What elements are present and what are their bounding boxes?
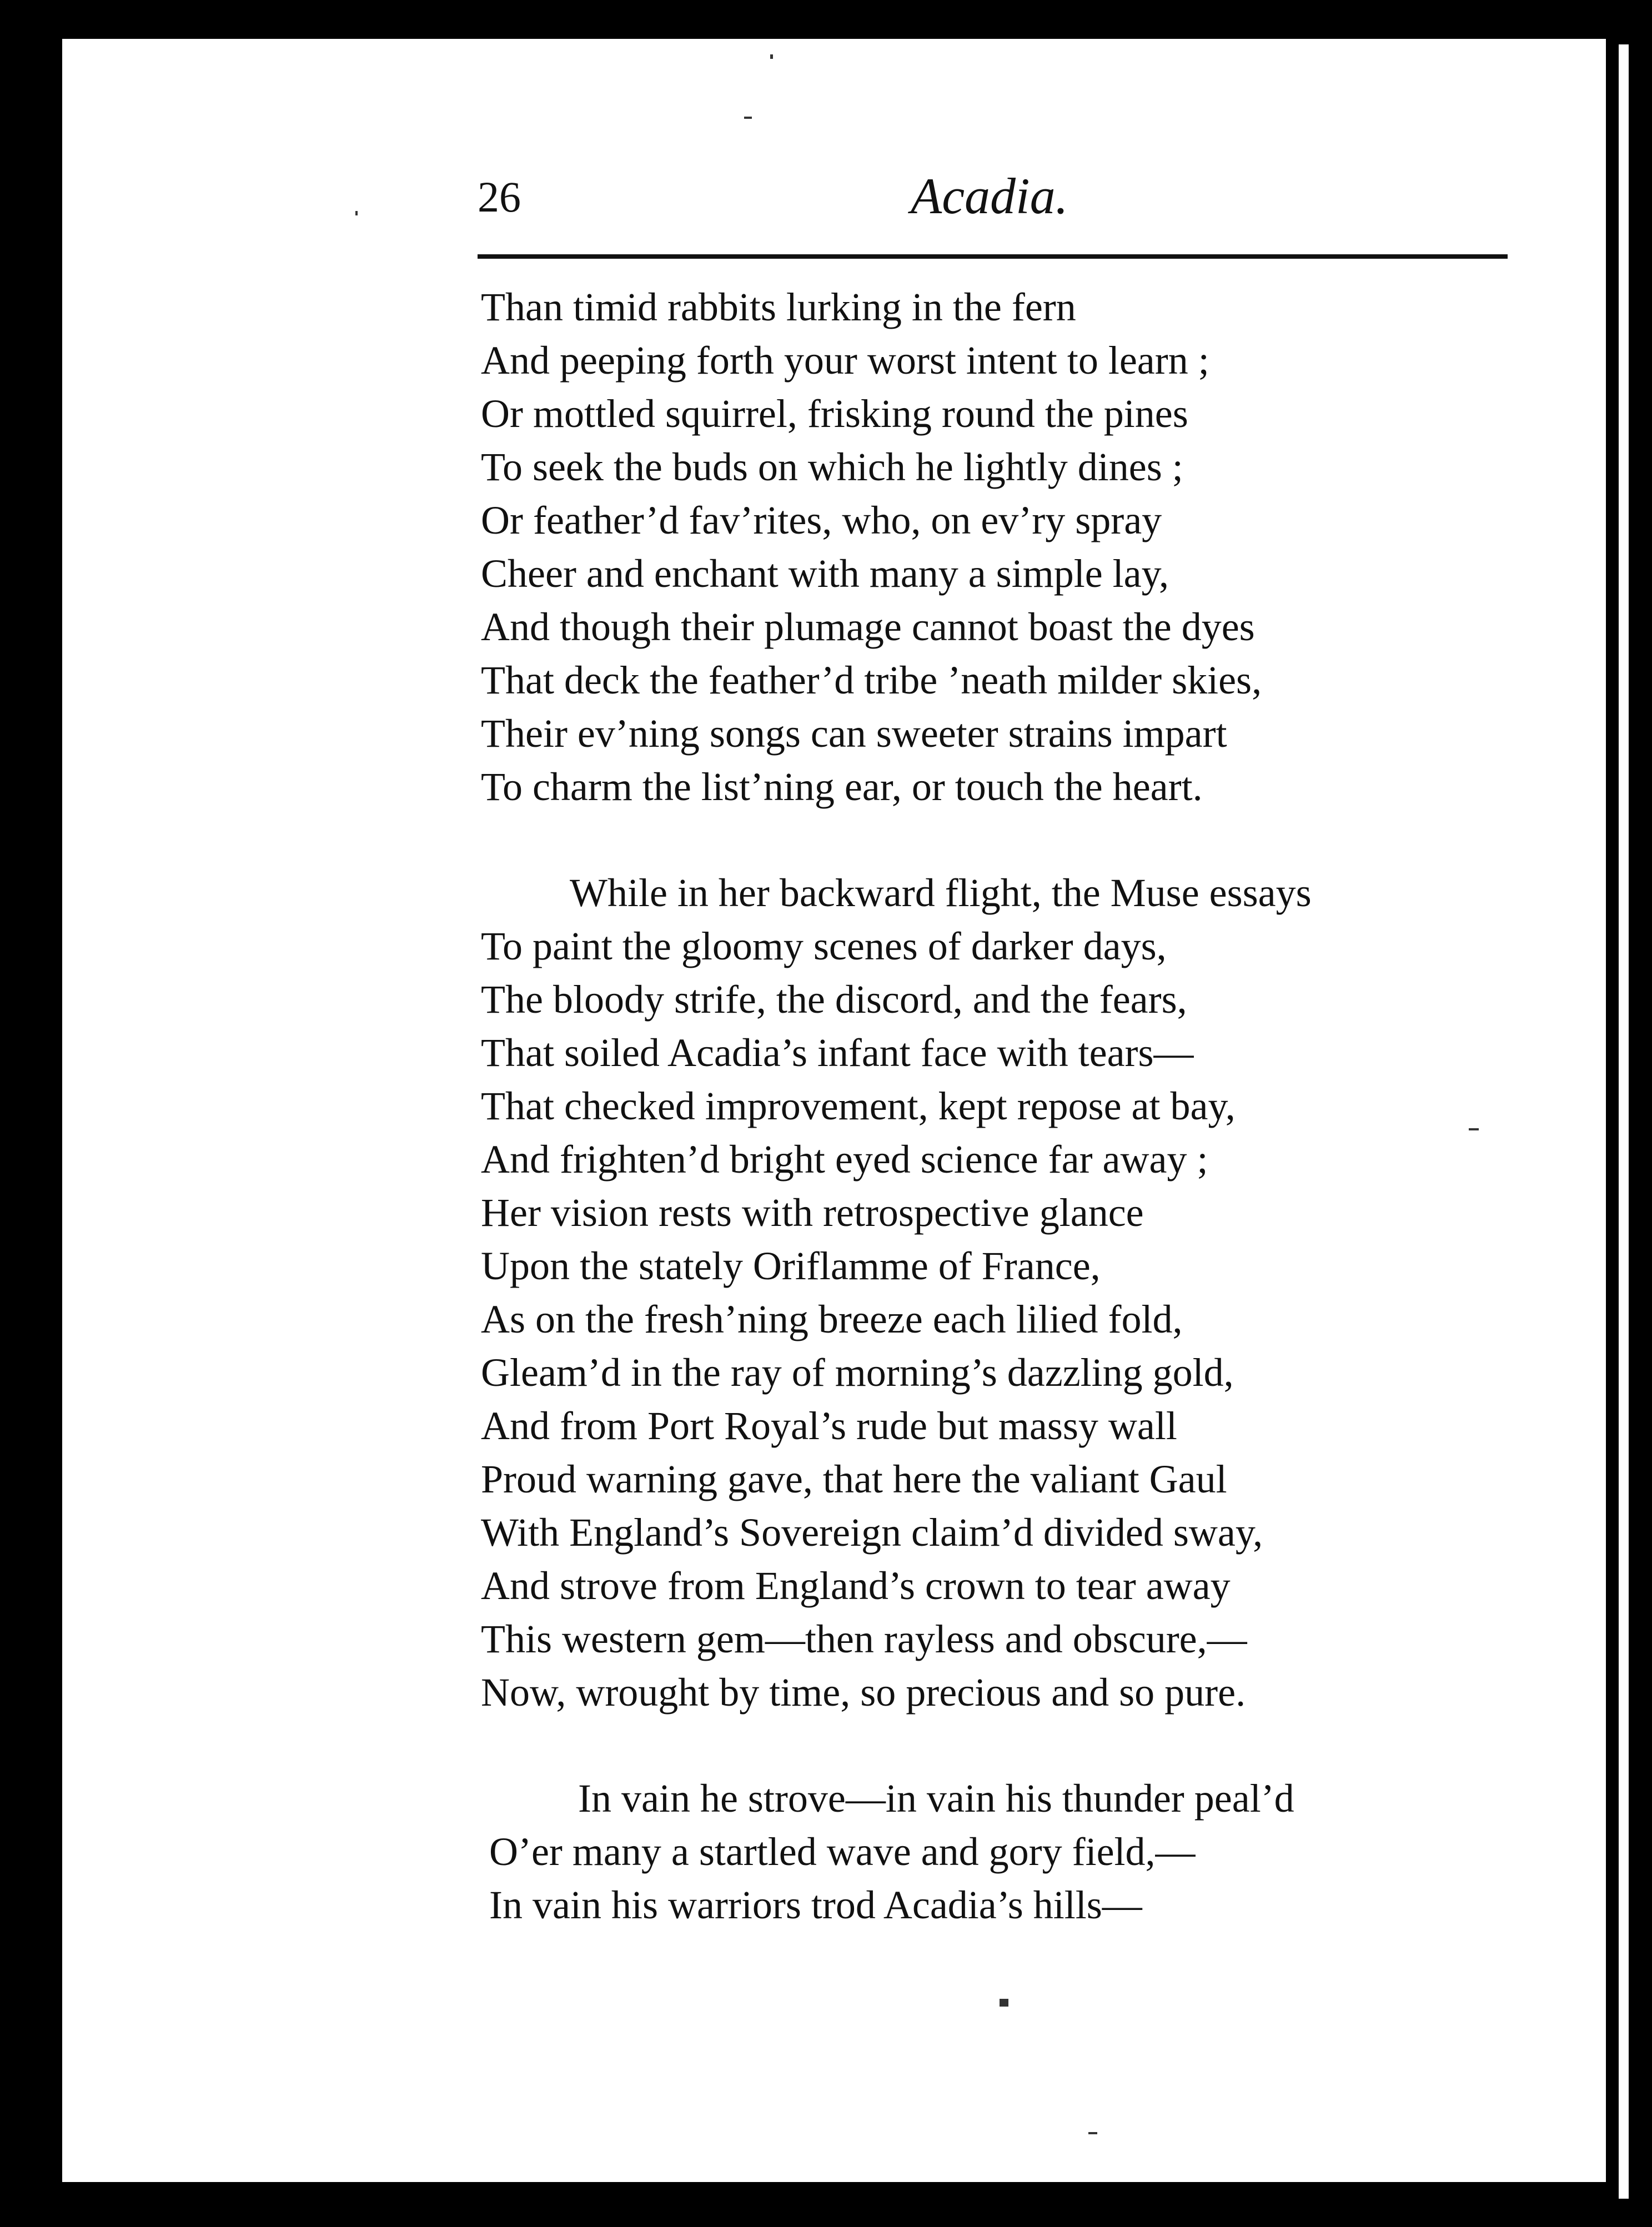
verse-line: Cheer and enchant with many a simple lay, — [481, 551, 1169, 596]
scan-speck — [355, 211, 358, 215]
page-edge — [1619, 44, 1629, 2199]
scan-speck — [744, 117, 752, 119]
header-rule — [478, 254, 1508, 259]
verse-line: Or mottled squirrel, frisking round the pines — [481, 391, 1188, 436]
stanza — [481, 1772, 1514, 1932]
verse-line: To charm the list’ning ear, or touch the heart. — [481, 765, 1203, 809]
scan-speck — [770, 54, 773, 59]
verse-line: And peeping forth your worst intent to learn ; — [481, 338, 1209, 383]
poem-body — [481, 280, 1514, 1984]
verse-line: With England’s Sovereign claim’d divided sway, — [481, 1510, 1263, 1555]
scan-speck — [1000, 1999, 1008, 2007]
stanza — [481, 866, 1514, 1719]
verse-line: To paint the gloomy scenes of darker days, — [481, 924, 1167, 968]
verse-line: And from Port Royal’s rude but massy wall — [481, 1404, 1177, 1448]
verse-line: Upon the stately Oriflamme of France, — [481, 1244, 1101, 1288]
verse-line: In vain his warriors trod Acadia’s hills— — [489, 1883, 1142, 1927]
verse-line: In vain he strove—in vain his thunder peal’d — [578, 1776, 1294, 1821]
page-number: 26 — [478, 173, 521, 221]
verse-line: And frighten’d bright eyed science far away ; — [481, 1137, 1208, 1182]
scan-border — [1613, 0, 1652, 2227]
verse-line: O’er many a startled wave and gory field,— — [489, 1829, 1196, 1874]
verse-line: Or feather’d fav’rites, who, on ev’ry spray — [481, 498, 1162, 542]
verse-line: That checked improvement, kept repose at bay, — [481, 1084, 1236, 1128]
verse-line: This western gem—then rayless and obscure,— — [481, 1617, 1247, 1661]
verse-line: Gleam’d in the ray of morning’s dazzling gold, — [481, 1350, 1234, 1395]
verse-line: And strove from England’s crown to tear away — [481, 1564, 1231, 1608]
scan-speck — [1088, 2132, 1097, 2134]
verse-line: As on the fresh’ning breeze each lilied fold, — [481, 1297, 1183, 1341]
verse-line: While in her backward flight, the Muse essays — [570, 871, 1312, 915]
verse-line: And though their plumage cannot boast the dyes — [481, 605, 1255, 649]
verse-line: That deck the feather’d tribe ’neath milder skies, — [481, 658, 1262, 702]
verse-line: Her vision rests with retrospective glance — [481, 1190, 1144, 1235]
verse-line: That soiled Acadia’s infant face with tears— — [481, 1030, 1194, 1075]
verse-line: Now, wrought by time, so precious and so pure. — [481, 1670, 1246, 1715]
stanza — [481, 280, 1514, 813]
running-title: Acadia. — [911, 168, 1068, 224]
verse-line: The bloody strife, the discord, and the fears, — [481, 977, 1187, 1022]
running-header — [478, 167, 1505, 239]
verse-line: Their ev’ning songs can sweeter strains impart — [481, 711, 1227, 756]
verse-line: Proud warning gave, that here the valiant Gaul — [481, 1457, 1227, 1501]
verse-line: To seek the buds on which he lightly dines ; — [481, 445, 1183, 489]
verse-line: Than timid rabbits lurking in the fern — [481, 285, 1076, 329]
